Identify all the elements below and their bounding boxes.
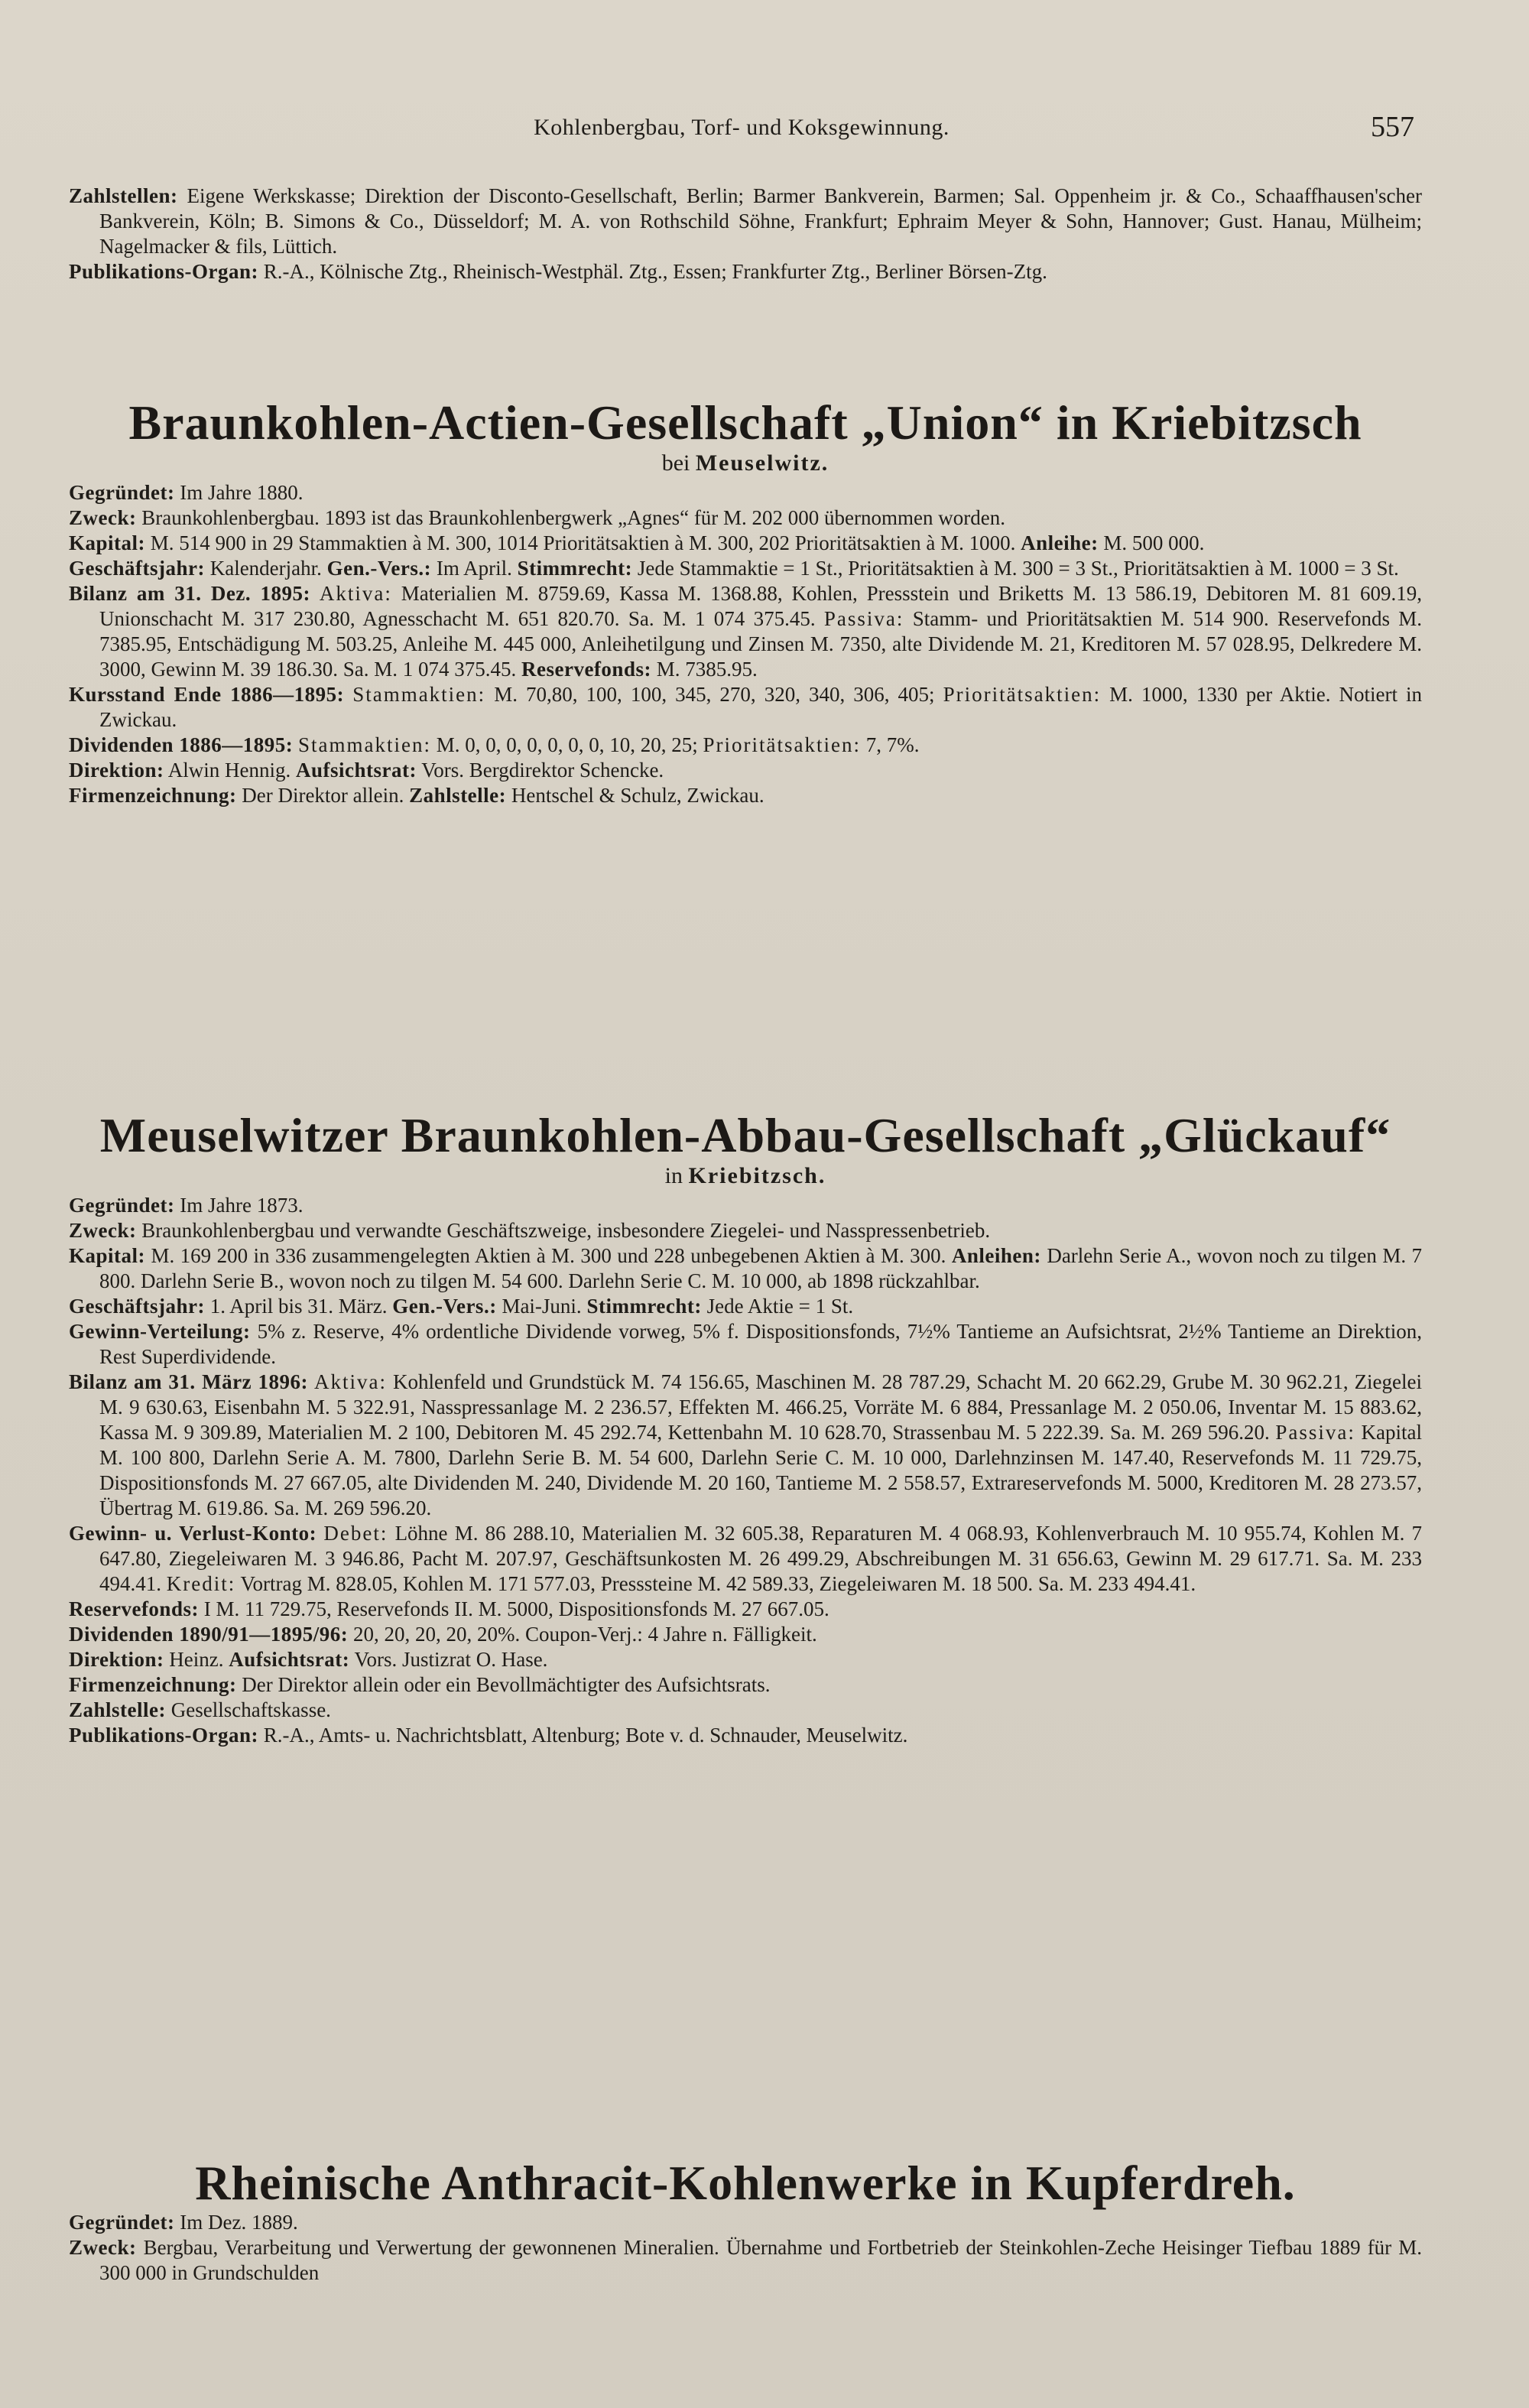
entry-firmenzeichnung: Firmenzeichnung: Der Direktor allein oder ein Bevollmächtigter des Aufsichtsrats. <box>69 1673 771 1696</box>
company-title: Rheinische Anthracit-Kohlenwerke in Kupferdreh. <box>195 2156 1296 2210</box>
entry-zweck: Zweck: Braunkohlenbergbau und verwandte Geschäftszweige, insbesondere Ziegelei- und Nasspressenbetrieb. <box>69 1219 991 1242</box>
running-head <box>69 111 1414 145</box>
entry-direktion: Direktion: Heinz. Aufsichtsrat: Vors. Justizrat O. Hase. <box>69 1648 548 1671</box>
company-title: Meuselwitzer Braunkohlen-Abbau-Gesellschaft „Glückauf“ <box>99 1108 1391 1162</box>
entry-gewinn-verteilung: Gewinn-Verteilung: 5% z. Reserve, 4% ordentliche Dividende vorweg, 5% f. Dispositionsfonds, 7½% Tantieme an Aufsichtsrat, 2½% Tantieme an Direktion, Rest Superdividende. <box>69 1320 1423 1368</box>
company-union <box>69 396 1422 808</box>
entry-kapital: Kapital: M. 169 200 in 336 zusammengelegten Aktien à M. 300 und 228 unbegebenen Aktien à M. 300. Anleihen: Darlehn Serie A., wovon noch zu tilgen M. 7 800. Darlehn Serie B., wovon noch zu tilgen M. 54 600. Darlehn Serie C. M. 10 000, ab 1898 rückzahlbar. <box>69 1244 1423 1292</box>
entry-dividenden: Dividenden 1890/91—1895/96: 20, 20, 20, 20, 20%. Coupon-Verj.: 4 Jahre n. Fälligkeit. <box>69 1623 817 1646</box>
entry-dividenden: Dividenden 1886—1895: Stammaktien: M. 0, 0, 0, 0, 0, 0, 0, 10, 20, 25; Prioritätsaktien: 7, 7%. <box>69 733 920 756</box>
entry-kursstand: Kursstand Ende 1886—1895: Stammaktien: M. 70,80, 100, 100, 345, 270, 320, 340, 306, 405; Prioritätsaktien: M. 1000, 1330 per Aktie. Notiert in Zwickau. <box>69 683 1423 731</box>
page-number: 557 <box>1371 111 1414 143</box>
entry-kapital: Kapital: M. 514 900 in 29 Stammaktien à M. 300, 1014 Prioritätsaktien à M. 300, 202 Prioritätsaktien à M. 1000. Anleihe: M. 500 000. <box>69 531 1205 554</box>
company-rheinische <box>69 2156 1422 2286</box>
entry-publikations-organ: Publikations-Organ: R.-A., Kölnische Ztg., Rheinisch-Westphäl. Ztg., Essen; Frankfurter Ztg., Berliner Börsen-Ztg. <box>69 260 1047 283</box>
entry-zweck: Zweck: Braunkohlenbergbau. 1893 ist das Braunkohlenbergwerk „Agnes“ für M. 202 000 übernommen worden. <box>69 506 1005 529</box>
entry-publikations-organ: Publikations-Organ: R.-A., Amts- u. Nachrichtsblatt, Altenburg; Bote v. d. Schnauder, Meuselwitz. <box>69 1724 908 1747</box>
entry-zahlstellen: Zahlstellen: Eigene Werkskasse; Direktion der Disconto-Gesellschaft, Berlin; Barmer Bankverein, Barmen; Sal. Oppenheim jr. & Co., Schaaffhausen'scher Bankverein, Köln; B. Simons & Co., Düsseldorf; M. A. von Rothschild Söhne, Frankfurt; Ephraim Meyer & Sohn, Hannover; Gust. Hanau, Mülheim; Nagelmacker & fils, Lüttich. <box>69 184 1422 258</box>
entry-zahlstelle: Zahlstelle: Gesellschaftskasse. <box>69 1698 331 1721</box>
entry-geschaeftsjahr: Geschäftsjahr: 1. April bis 31. März. Gen.-Vers.: Mai-Juni. Stimmrecht: Jede Aktie = 1 St. <box>69 1295 854 1318</box>
entry-reservefonds: Reservefonds: I M. 11 729.75, Reservefonds II. M. 5000, Dispositionsfonds M. 27 667.05. <box>69 1597 829 1620</box>
entry-bilanz: Bilanz am 31. März 1896: Aktiva: Kohlenfeld und Grundstück M. 74 156.65, Maschinen M. 28 787.29, Schacht M. 20 662.29, Grube M. 30 962.21, Ziegelei M. 9 630.63, Eisenbahn M. 5 322.91, Nasspressanlage M. 2 236.57, Effekten M. 466.25, Vorräte M. 6 884, Pressanlage M. 2 050.06, Inventar M. 15 883.62, Kassa M. 9 309.89, Materialien M. 2 100, Debitoren M. 45 292.74, Kettenbahn M. 10 628.70, Strassenbau M. 5 222.39. Sa. M. 269 596.20. Passiva: Kapital M. 100 800, Darlehn Serie A. M. 7800, Darlehn Serie B. M. 54 600, Darlehn Serie C. M. 10 000, Darlehnzinsen M. 147.40, Reservefonds M. 11 729.75, Dispositionsfonds M. 27 667.05, alte Dividenden M. 240, Dividende M. 20 160, Tantieme M. 2 558.57, Extrareservefonds M. 5000, Kreditoren M. 28 273.57, Übertrag M. 619.86. Sa. M. 269 596.20. <box>69 1370 1423 1519</box>
running-head-title: Kohlenbergbau, Torf- und Koksgewinnung. <box>534 115 950 140</box>
entry-bilanz: Bilanz am 31. Dez. 1895: Aktiva: Materialien M. 8759.69, Kassa M. 1368.88, Kohlen, Pressstein und Briketts M. 13 586.19, Debitoren M. 81 609.19, Unionschacht M. 317 230.80, Agnesschacht M. 651 820.70. Sa. M. 1 074 375.45. Passiva: Stamm- und Prioritätsaktien M. 514 900. Reservefonds M. 7385.95, Entschädigung M. 503.25, Anleihe M. 445 000, Anleihetilgung und Zinsen M. 7350, alte Dividende M. 21, Kreditoren M. 57 028.95, Delkredere M. 3000, Gewinn M. 39 186.30. Sa. M. 1 074 375.45. Reservefonds: M. 7385.95. <box>69 582 1423 681</box>
company-title: Braunkohlen-Actien-Gesellschaft „Union“ in Kriebitzsch <box>128 395 1362 450</box>
entry-firmenzeichnung: Firmenzeichnung: Der Direktor allein. Zahlstelle: Hentschel & Schulz, Zwickau. <box>69 784 764 807</box>
entry-zweck: Zweck: Bergbau, Verarbeitung und Verwertung der gewonnenen Mineralien. Übernahme und Fortbetrieb der Steinkohlen-Zeche Heisinger Tiefbau 1889 für M. 300 000 in Grundschulden <box>69 2236 1422 2284</box>
entry-gegruendet: Gegründet: Im Dez. 1889. <box>69 2211 298 2234</box>
previous-entry-continuation <box>69 184 1422 284</box>
company-subtitle: in Kriebitzsch. <box>664 1163 826 1188</box>
entry-geschaeftsjahr: Geschäftsjahr: Kalenderjahr. Gen.-Vers.: Im April. Stimmrecht: Jede Stammaktie = 1 St., Prioritätsaktien à M. 300 = 3 St., Prioritätsaktien à M. 1000 = 3 St. <box>69 557 1399 580</box>
company-glueckauf <box>69 1109 1422 1748</box>
entry-gegruendet: Gegründet: Im Jahre 1880. <box>69 481 304 504</box>
entry-gewinn-verlust-konto: Gewinn- u. Verlust-Konto: Debet: Löhne M. 86 288.10, Materialien M. 32 605.38, Reparaturen M. 4 068.93, Kohlenverbrauch M. 10 955.74, Kohlen M. 7 647.80, Ziegeleiwaren M. 3 946.86, Pacht M. 207.97, Geschäftsunkosten M. 26 499.29, Abschreibungen M. 31 656.63, Gewinn M. 29 617.71. Sa. M. 233 494.41. Kredit: Vortrag M. 828.05, Kohlen M. 171 577.03, Presssteine M. 42 589.33, Ziegeleiwaren M. 18 500. Sa. M. 233 494.41. <box>69 1522 1423 1595</box>
entry-direktion: Direktion: Alwin Hennig. Aufsichtsrat: Vors. Bergdirektor Schencke. <box>69 759 664 782</box>
entry-gegruendet: Gegründet: Im Jahre 1873. <box>69 1194 304 1217</box>
company-subtitle: bei Meuselwitz. <box>661 450 829 476</box>
